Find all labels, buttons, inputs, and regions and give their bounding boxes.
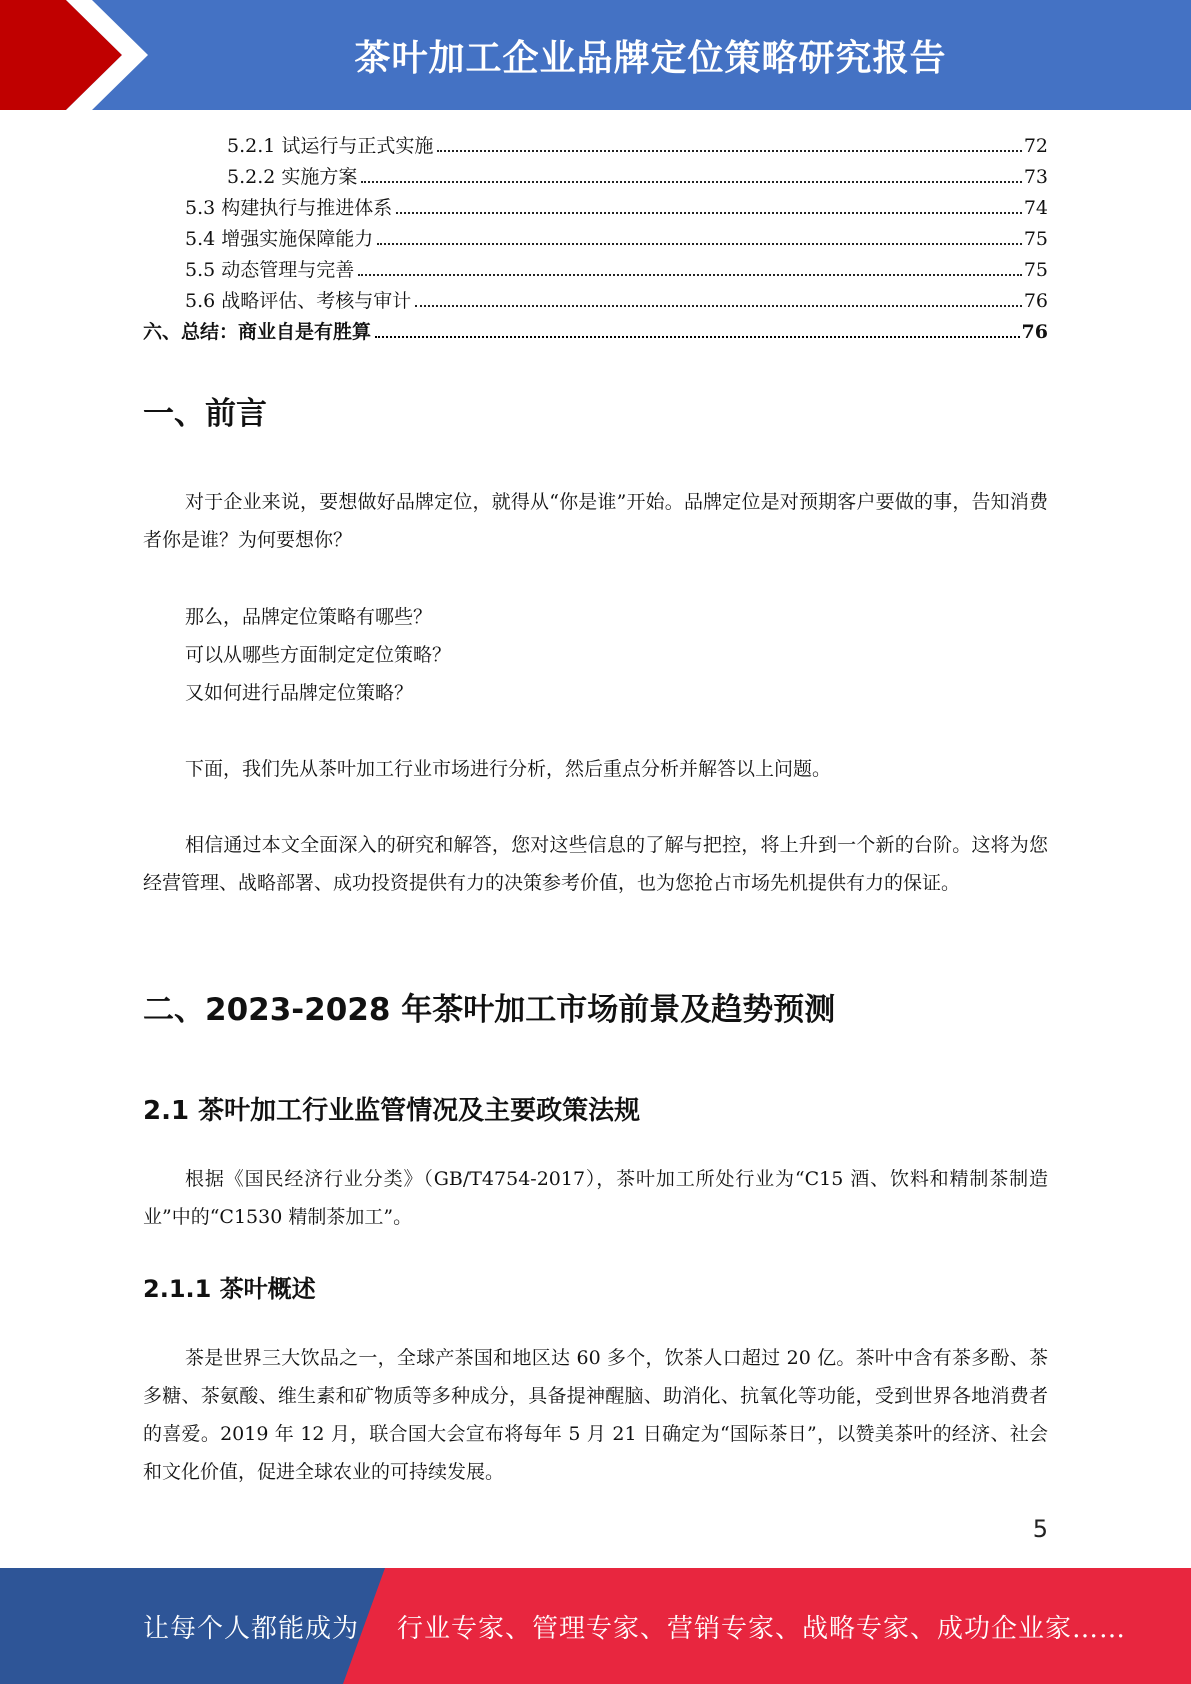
toc-entry-label: 5.2.1 试运行与正式实施: [227, 135, 434, 157]
toc-entry-page: 72: [1023, 135, 1048, 157]
page-footer: [0, 1568, 1191, 1684]
body-paragraph: 根据《国民经济行业分类》（GB/T4754-2017），茶叶加工所处行业为“C15 酒、饮料和精制茶制造业”中的“C1530 精制茶加工”。: [143, 1168, 1048, 1228]
toc-leader-dots: [377, 243, 1022, 245]
page-number: 5: [1032, 1515, 1048, 1543]
body-paragraph: 茶是世界三大饮品之一，全球产茶国和地区达 60 多个，饮茶人口超过 20 亿。茶叶中含有茶多酚、茶多糖、茶氨酸、维生素和矿物质等多种成分，具备提神醒脑、助消化、抗氧化等功能，受到世界各地消费者的喜爱。2019 年 12 月，联合国大会宣布将每年 5 月 21 日确定为“国际茶日”，以赞美茶叶的经济、社会和文化价值，促进全球农业的可持续发展。: [143, 1347, 1048, 1483]
toc-entry-label: 5.4 增强实施保障能力: [185, 228, 374, 250]
toc-entry-page: 75: [1023, 228, 1048, 250]
toc-entry[interactable]: [143, 221, 1048, 252]
toc-entry-page: 74: [1023, 197, 1048, 219]
subsection-heading-tea-overview: 2.1.1 茶叶概述: [143, 1275, 316, 1303]
section-heading-market-forecast: 二、2023-2028 年茶叶加工市场前景及趋势预测: [143, 992, 836, 1028]
table-of-contents: [143, 128, 1048, 345]
toc-entry[interactable]: [143, 128, 1048, 159]
toc-entry-label: 六、总结：商业自是有胜算: [143, 321, 372, 343]
toc-leader-dots: [358, 274, 1022, 276]
toc-entry-label: 5.2.2 实施方案: [227, 166, 358, 188]
toc-entry-page: 76: [1021, 321, 1048, 343]
toc-entry-label: 5.3 构建执行与推进体系: [185, 197, 393, 219]
toc-entry[interactable]: [143, 314, 1048, 345]
toc-leader-dots: [375, 336, 1020, 338]
page-header: [0, 0, 1191, 110]
question-line: 那么，品牌定位策略有哪些？: [185, 606, 433, 628]
toc-entry-label: 5.5 动态管理与完善: [185, 259, 355, 281]
report-title: 茶叶加工企业品牌定位策略研究报告: [354, 37, 947, 79]
section-heading-preface: 一、前言: [143, 396, 267, 432]
footer-slogan-right: 行业专家、管理专家、营销专家、战略专家、成功企业家……: [397, 1613, 1127, 1644]
subsection-heading-regulation: 2.1 茶叶加工行业监管情况及主要政策法规: [143, 1096, 641, 1126]
toc-entry[interactable]: [143, 252, 1048, 283]
body-paragraph: 下面，我们先从茶叶加工行业市场进行分析，然后重点分析并解答以上问题。: [185, 758, 832, 780]
question-line: 又如何进行品牌定位策略？: [185, 682, 414, 704]
toc-entry[interactable]: [143, 283, 1048, 314]
body-paragraph: 相信通过本文全面深入的研究和解答，您对这些信息的了解与把控，将上升到一个新的台阶。这将为您经营管理、战略部署、成功投资提供有力的决策参考价值，也为您抢占市场先机提供有力的保证。: [143, 834, 1048, 894]
toc-entry-page: 73: [1023, 166, 1048, 188]
toc-entry[interactable]: [143, 190, 1048, 221]
toc-leader-dots: [396, 212, 1022, 214]
toc-leader-dots: [361, 181, 1021, 183]
toc-entry[interactable]: [143, 159, 1048, 190]
toc-entry-page: 76: [1023, 290, 1048, 312]
toc-entry-page: 75: [1023, 259, 1048, 281]
footer-slogan-left: 让每个人都能成为: [143, 1613, 360, 1644]
body-paragraph: 对于企业来说，要想做好品牌定位，就得从“你是谁”开始。品牌定位是对预期客户要做的事，告知消费者你是谁？为何要想你？: [143, 491, 1048, 551]
toc-leader-dots: [415, 305, 1022, 307]
toc-entry-label: 5.6 战略评估、考核与审计: [185, 290, 412, 312]
header-chevron-graphic: [0, 0, 160, 110]
toc-leader-dots: [437, 150, 1021, 152]
question-line: 可以从哪些方面制定定位策略？: [185, 644, 452, 666]
